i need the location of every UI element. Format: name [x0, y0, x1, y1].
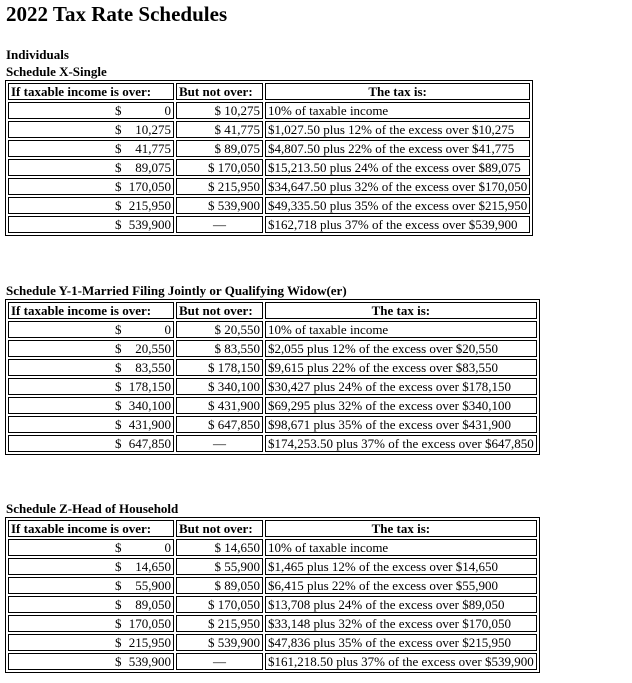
cell-not-over: $ 215,950 — [176, 615, 263, 632]
col-header-tax: The tax is: — [265, 302, 537, 319]
page-title: 2022 Tax Rate Schedules — [6, 2, 228, 26]
cell-over: $ 340,100 — [8, 397, 174, 414]
cell-not-over: $ 20,550 — [176, 321, 263, 338]
table-row — [8, 634, 537, 651]
group-label: Individuals — [6, 47, 69, 62]
amount-over: 83,550 — [135, 360, 171, 375]
table-row — [8, 378, 537, 395]
cell-not-over: — — [176, 216, 263, 233]
cell-over: $ 0 — [8, 102, 174, 119]
cell-tax: $2,055 plus 12% of the excess over $20,550 — [265, 340, 537, 357]
cell-tax: $6,415 plus 22% of the excess over $55,900 — [265, 577, 537, 594]
col-header-tax: The tax is: — [265, 83, 530, 100]
table-row — [8, 615, 537, 632]
amount-over: 647,850 — [128, 436, 171, 451]
amount-not-over: 647,850 — [217, 417, 260, 432]
schedule-title: Schedule Z-Head of Household — [6, 501, 179, 516]
cell-not-over: $ 170,050 — [176, 159, 263, 176]
cell-over: $ 178,150 — [8, 378, 174, 395]
table-row — [8, 596, 537, 613]
col-header-not-over: But not over: — [176, 302, 263, 319]
cell-over: $ 10,275 — [8, 121, 174, 138]
amount-over: 0 — [164, 103, 171, 118]
cell-tax: $34,647.50 plus 32% of the excess over $170,050 — [265, 178, 530, 195]
cell-not-over: $ 14,650 — [176, 539, 263, 556]
cell-tax: $162,718 plus 37% of the excess over $539,900 — [265, 216, 530, 233]
amount-over: 10,275 — [135, 122, 171, 137]
amount-not-over: 178,150 — [217, 360, 260, 375]
schedule-x-section — [6, 46, 533, 236]
schedule-y1-section — [6, 282, 540, 455]
cell-tax: $33,148 plus 32% of the excess over $170,050 — [265, 615, 537, 632]
cell-not-over: $ 89,050 — [176, 577, 263, 594]
cell-not-over: $ 89,075 — [176, 140, 263, 157]
col-header-over: If taxable income is over: — [8, 83, 174, 100]
amount-over: 0 — [164, 540, 171, 555]
cell-not-over: $ 431,900 — [176, 397, 263, 414]
cell-tax: 10% of taxable income — [265, 321, 537, 338]
cell-not-over: $ 41,775 — [176, 121, 263, 138]
amount-not-over: 10,275 — [224, 103, 260, 118]
col-header-over: If taxable income is over: — [8, 302, 174, 319]
cell-over: $ 83,550 — [8, 359, 174, 376]
cell-tax: 10% of taxable income — [265, 539, 537, 556]
schedule-table — [5, 80, 533, 236]
amount-not-over: 215,950 — [217, 616, 260, 631]
amount-not-over: 89,050 — [224, 578, 260, 593]
table-row — [8, 140, 530, 157]
amount-over: 431,900 — [128, 417, 171, 432]
amount-over: 215,950 — [128, 198, 171, 213]
table-row — [8, 159, 530, 176]
cell-tax: $47,836 plus 35% of the excess over $215,950 — [265, 634, 537, 651]
cell-not-over: $ 170,050 — [176, 596, 263, 613]
cell-over: $ 89,050 — [8, 596, 174, 613]
amount-over: 539,900 — [128, 654, 171, 669]
header-row — [8, 520, 537, 537]
col-header-not-over: But not over: — [176, 520, 263, 537]
amount-over: 41,775 — [135, 141, 171, 156]
amount-not-over: 170,050 — [217, 597, 260, 612]
cell-tax: $15,213.50 plus 24% of the excess over $89,075 — [265, 159, 530, 176]
schedule-z-section — [6, 500, 540, 673]
amount-not-over: 539,900 — [217, 198, 260, 213]
amount-not-over: 170,050 — [217, 160, 260, 175]
cell-over: $ 20,550 — [8, 340, 174, 357]
amount-over: 215,950 — [128, 635, 171, 650]
col-header-not-over: But not over: — [176, 83, 263, 100]
amount-not-over: 14,650 — [224, 540, 260, 555]
cell-tax: $4,807.50 plus 22% of the excess over $41,775 — [265, 140, 530, 157]
amount-not-over: 340,100 — [217, 379, 260, 394]
cell-not-over: $ 539,900 — [176, 634, 263, 651]
table-row — [8, 359, 537, 376]
table-row — [8, 321, 537, 338]
table-row — [8, 178, 530, 195]
cell-tax: $1,027.50 plus 12% of the excess over $10,275 — [265, 121, 530, 138]
cell-over: $ 170,050 — [8, 615, 174, 632]
header-row — [8, 302, 537, 319]
amount-over: 89,075 — [135, 160, 171, 175]
cell-over: $ 0 — [8, 321, 174, 338]
amount-not-over: 215,950 — [217, 179, 260, 194]
cell-tax: $161,218.50 plus 37% of the excess over $539,900 — [265, 653, 537, 670]
cell-tax: $98,671 plus 35% of the excess over $431,900 — [265, 416, 537, 433]
table-row — [8, 216, 530, 233]
cell-not-over: $ 340,100 — [176, 378, 263, 395]
table-row — [8, 539, 537, 556]
schedule-title: Schedule X-Single — [6, 64, 107, 79]
amount-not-over: 20,550 — [224, 322, 260, 337]
schedule-table — [5, 517, 540, 673]
table-row — [8, 197, 530, 214]
cell-over: $ 215,950 — [8, 197, 174, 214]
cell-not-over: $ 215,950 — [176, 178, 263, 195]
schedule-title: Schedule Y-1-Married Filing Jointly or Qualifying Widow(er) — [6, 283, 347, 298]
amount-over: 20,550 — [135, 341, 171, 356]
amount-over: 539,900 — [128, 217, 171, 232]
amount-over: 14,650 — [135, 559, 171, 574]
amount-over: 340,100 — [128, 398, 171, 413]
cell-over: $ 539,900 — [8, 216, 174, 233]
amount-over: 178,150 — [128, 379, 171, 394]
cell-tax: $9,615 plus 22% of the excess over $83,550 — [265, 359, 537, 376]
cell-not-over: $ 178,150 — [176, 359, 263, 376]
amount-not-over: 55,900 — [224, 559, 260, 574]
cell-tax: $30,427 plus 24% of the excess over $178,150 — [265, 378, 537, 395]
table-row — [8, 121, 530, 138]
cell-not-over: $ 55,900 — [176, 558, 263, 575]
cell-over: $ 539,900 — [8, 653, 174, 670]
cell-tax: $49,335.50 plus 35% of the excess over $215,950 — [265, 197, 530, 214]
schedule-table — [5, 299, 540, 455]
cell-not-over: — — [176, 653, 263, 670]
amount-over: 0 — [164, 322, 171, 337]
cell-tax: 10% of taxable income — [265, 102, 530, 119]
cell-not-over: $ 647,850 — [176, 416, 263, 433]
cell-not-over: $ 539,900 — [176, 197, 263, 214]
cell-over: $ 647,850 — [8, 435, 174, 452]
table-row — [8, 102, 530, 119]
cell-tax: $13,708 plus 24% of the excess over $89,050 — [265, 596, 537, 613]
table-row — [8, 435, 537, 452]
table-row — [8, 397, 537, 414]
cell-not-over: — — [176, 435, 263, 452]
amount-over: 89,050 — [135, 597, 171, 612]
amount-not-over: 89,075 — [224, 141, 260, 156]
cell-over: $ 14,650 — [8, 558, 174, 575]
amount-over: 170,050 — [128, 616, 171, 631]
cell-tax: $1,465 plus 12% of the excess over $14,650 — [265, 558, 537, 575]
table-row — [8, 340, 537, 357]
cell-over: $ 0 — [8, 539, 174, 556]
amount-not-over: 539,900 — [217, 635, 260, 650]
amount-over: 170,050 — [128, 179, 171, 194]
cell-over: $ 215,950 — [8, 634, 174, 651]
cell-over: $ 170,050 — [8, 178, 174, 195]
amount-not-over: 41,775 — [224, 122, 260, 137]
table-row — [8, 653, 537, 670]
cell-over: $ 89,075 — [8, 159, 174, 176]
col-header-over: If taxable income is over: — [8, 520, 174, 537]
table-row — [8, 416, 537, 433]
cell-over: $ 41,775 — [8, 140, 174, 157]
cell-tax: $174,253.50 plus 37% of the excess over $647,850 — [265, 435, 537, 452]
cell-over: $ 431,900 — [8, 416, 174, 433]
table-row — [8, 577, 537, 594]
col-header-tax: The tax is: — [265, 520, 537, 537]
amount-not-over: 83,550 — [224, 341, 260, 356]
cell-not-over: $ 10,275 — [176, 102, 263, 119]
amount-not-over: 431,900 — [217, 398, 260, 413]
amount-over: 55,900 — [135, 578, 171, 593]
table-row — [8, 558, 537, 575]
header-row — [8, 83, 530, 100]
cell-not-over: $ 83,550 — [176, 340, 263, 357]
cell-tax: $69,295 plus 32% of the excess over $340,100 — [265, 397, 537, 414]
cell-over: $ 55,900 — [8, 577, 174, 594]
